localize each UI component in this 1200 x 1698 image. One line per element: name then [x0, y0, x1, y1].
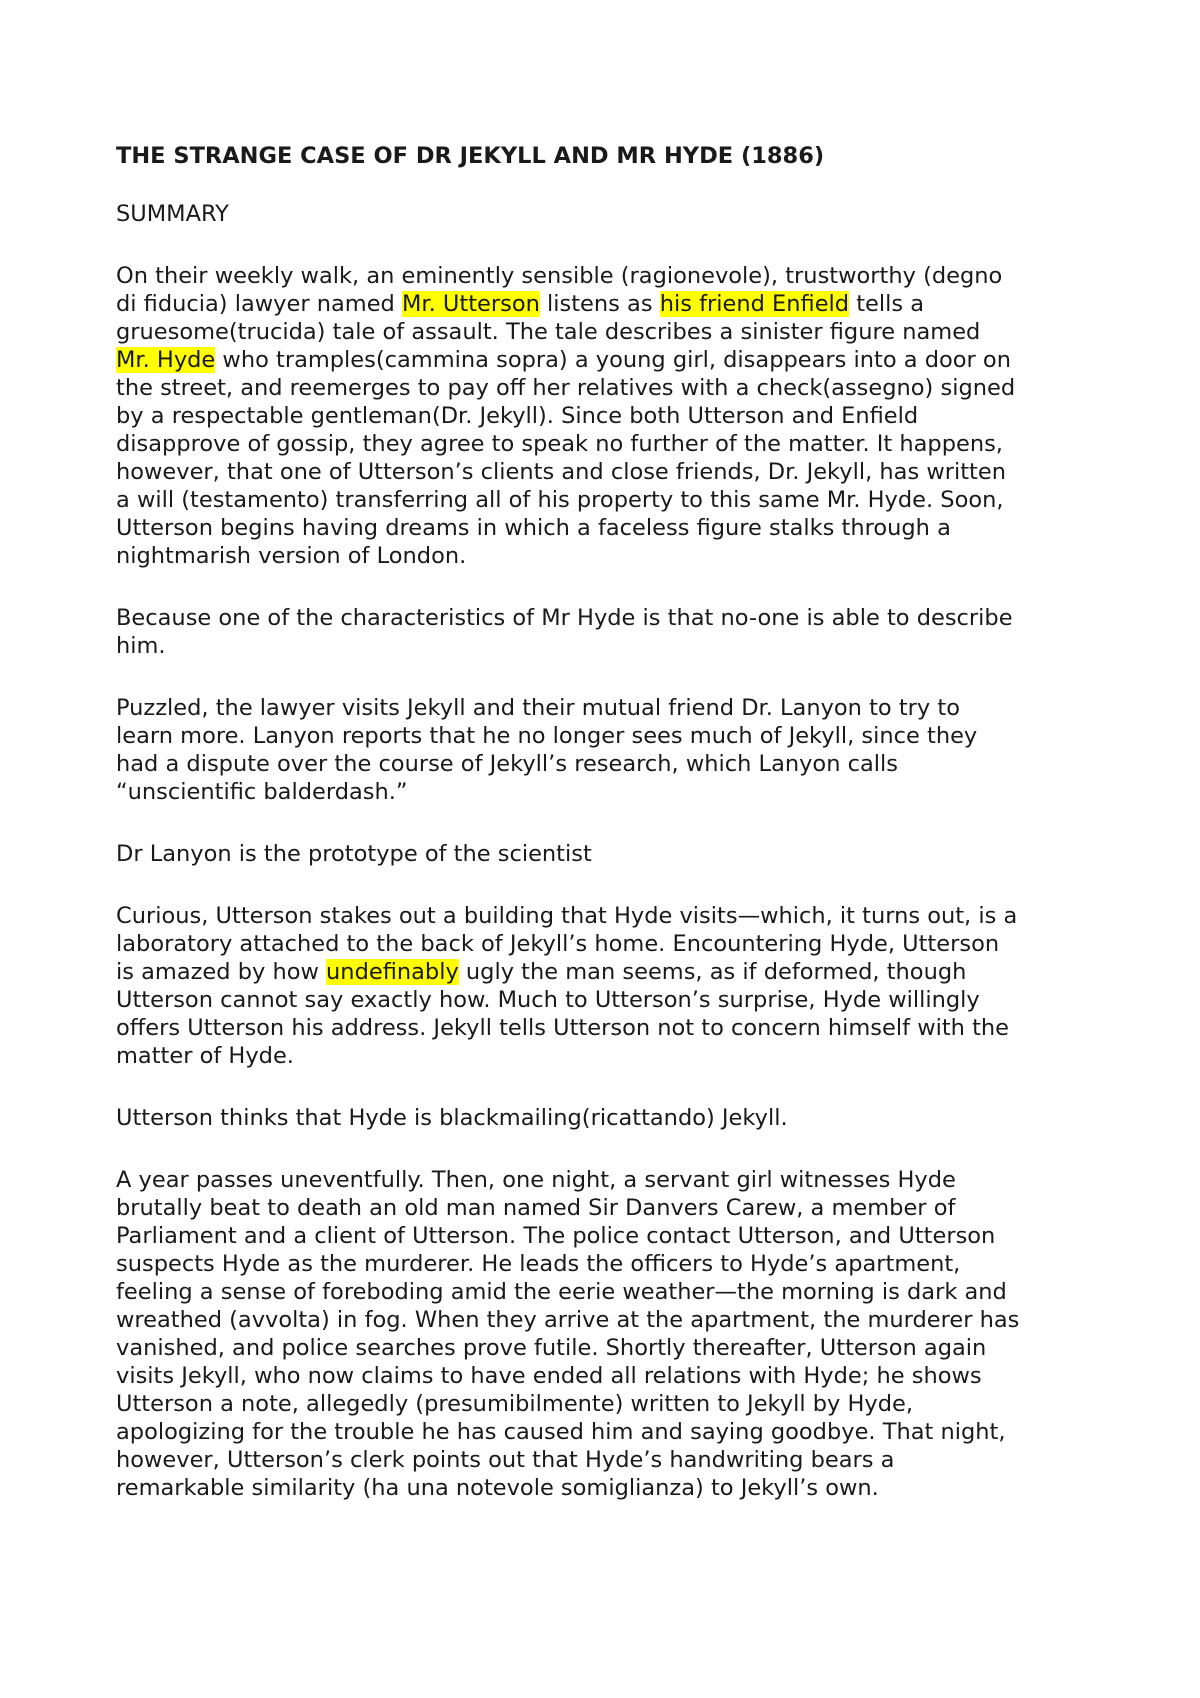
text-run: Curious, Utterson stakes out a building that Hyde visits—which, it turns out, is a	[116, 903, 1018, 929]
text-line	[116, 986, 1116, 1014]
text-line	[116, 1334, 1116, 1362]
text-line	[116, 778, 1116, 806]
text-line	[116, 374, 1116, 402]
document-title: THE STRANGE CASE OF DR JEKYLL AND MR HYDE (1886)	[116, 143, 825, 169]
text-line	[116, 930, 1116, 958]
text-line	[116, 1390, 1116, 1418]
text-line	[116, 694, 1116, 722]
text-line	[116, 1166, 1116, 1194]
section-heading-summary: SUMMARY	[116, 201, 229, 227]
text-line	[116, 542, 1116, 570]
text-run: however, Utterson’s clerk points out that Hyde’s handwriting bears a	[116, 1447, 895, 1473]
text-run: visits Jekyll, who now claims to have ended all relations with Hyde; he shows	[116, 1363, 982, 1389]
text-line	[116, 402, 1116, 430]
text-line	[116, 750, 1116, 778]
text-line	[116, 318, 1116, 346]
paragraph	[116, 262, 1116, 570]
paragraph	[116, 1104, 1116, 1132]
text-run: apologizing for the trouble he has caused him and saying goodbye. That night,	[116, 1419, 1006, 1445]
text-run: who tramples(cammina sopra) a young girl, disappears into a door on	[215, 347, 1011, 373]
text-run: vanished, and police searches prove futile. Shortly thereafter, Utterson again	[116, 1335, 987, 1361]
text-run: Utterson a note, allegedly (presumibilmente) written to Jekyll by Hyde,	[116, 1391, 913, 1417]
text-line	[116, 1250, 1116, 1278]
text-run: disapprove of gossip, they agree to speak no further of the matter. It happens,	[116, 431, 1003, 457]
text-run: “unscientific balderdash.”	[116, 779, 408, 805]
text-line	[116, 1104, 1116, 1132]
text-line	[116, 346, 1116, 374]
text-run: listens as	[539, 291, 660, 317]
text-line	[116, 1278, 1116, 1306]
text-run: however, that one of Utterson’s clients and close friends, Dr. Jekyll, has written	[116, 459, 1006, 485]
text-run: Utterson begins having dreams in which a faceless figure stalks through a	[116, 515, 951, 541]
highlighted-text: Mr. Hyde	[116, 347, 216, 373]
text-line	[116, 486, 1116, 514]
text-run: Utterson thinks that Hyde is blackmailing(ricattando) Jekyll.	[116, 1105, 788, 1131]
text-run: On their weekly walk, an eminently sensible (ragionevole), trustworthy (degno	[116, 263, 1003, 289]
text-line	[116, 1446, 1116, 1474]
text-run: ugly the man seems, as if deformed, though	[458, 959, 967, 985]
text-run: feeling a sense of foreboding amid the eerie weather—the morning is dark and	[116, 1279, 1007, 1305]
text-line	[116, 1014, 1116, 1042]
text-line	[116, 1474, 1116, 1502]
paragraph	[116, 902, 1116, 1070]
text-line	[116, 1418, 1116, 1446]
text-run: Parliament and a client of Utterson. The police contact Utterson, and Utterson	[116, 1223, 996, 1249]
text-run: Puzzled, the lawyer visits Jekyll and their mutual friend Dr. Lanyon to try to	[116, 695, 960, 721]
text-run: is amazed by how	[116, 959, 327, 985]
text-line	[116, 458, 1116, 486]
text-line	[116, 632, 1116, 660]
text-run: had a dispute over the course of Jekyll’s research, which Lanyon calls	[116, 751, 898, 777]
text-run: tells a	[849, 291, 925, 317]
text-line	[116, 1362, 1116, 1390]
text-line	[116, 1194, 1116, 1222]
text-line	[116, 1042, 1116, 1070]
text-run: di fiducia) lawyer named	[116, 291, 402, 317]
text-run: learn more. Lanyon reports that he no longer sees much of Jekyll, since they	[116, 723, 978, 749]
highlighted-text: his friend Enfield	[659, 291, 850, 317]
document-body	[116, 142, 1116, 1536]
paragraph	[116, 840, 1116, 868]
text-line	[116, 722, 1116, 750]
paragraph-list	[116, 262, 1116, 1502]
text-run: suspects Hyde as the murderer. He leads the officers to Hyde’s apartment,	[116, 1251, 961, 1277]
text-run: him.	[116, 633, 166, 659]
text-line	[116, 430, 1116, 458]
text-run: remarkable similarity (ha una notevole somiglianza) to Jekyll’s own.	[116, 1475, 879, 1501]
text-run: gruesome(trucida) tale of assault. The tale describes a sinister figure named	[116, 319, 981, 345]
text-line	[116, 604, 1116, 632]
text-line	[116, 514, 1116, 542]
text-run: wreathed (avvolta) in fog. When they arrive at the apartment, the murderer has	[116, 1307, 1020, 1333]
text-line	[116, 262, 1116, 290]
text-line	[116, 290, 1116, 318]
text-run: A year passes uneventfully. Then, one night, a servant girl witnesses Hyde	[116, 1167, 956, 1193]
text-line	[116, 958, 1116, 986]
paragraph	[116, 1166, 1116, 1502]
text-run: brutally beat to death an old man named Sir Danvers Carew, a member of	[116, 1195, 956, 1221]
text-run: a will (testamento) transferring all of his property to this same Mr. Hyde. Soon,	[116, 487, 1004, 513]
text-run: matter of Hyde.	[116, 1043, 294, 1069]
text-line	[116, 840, 1116, 868]
paragraph	[116, 694, 1116, 806]
text-run: Dr Lanyon is the prototype of the scientist	[116, 841, 592, 867]
text-line	[116, 1306, 1116, 1334]
text-line	[116, 1222, 1116, 1250]
highlighted-text: Mr. Utterson	[402, 291, 540, 317]
text-run: laboratory attached to the back of Jekyll’s home. Encountering Hyde, Utterson	[116, 931, 1000, 957]
paragraph	[116, 604, 1116, 660]
text-line	[116, 902, 1116, 930]
text-run: the street, and reemerges to pay off her relatives with a check(assegno) signed	[116, 375, 1016, 401]
text-run: by a respectable gentleman(Dr. Jekyll). Since both Utterson and Enfield	[116, 403, 919, 429]
text-run: Utterson cannot say exactly how. Much to Utterson’s surprise, Hyde willingly	[116, 987, 980, 1013]
highlighted-text: undefinably	[326, 959, 459, 985]
text-run: offers Utterson his address. Jekyll tells Utterson not to concern himself with the	[116, 1015, 1010, 1041]
text-run: Because one of the characteristics of Mr Hyde is that no-one is able to describe	[116, 605, 1013, 631]
text-run: nightmarish version of London.	[116, 543, 467, 569]
